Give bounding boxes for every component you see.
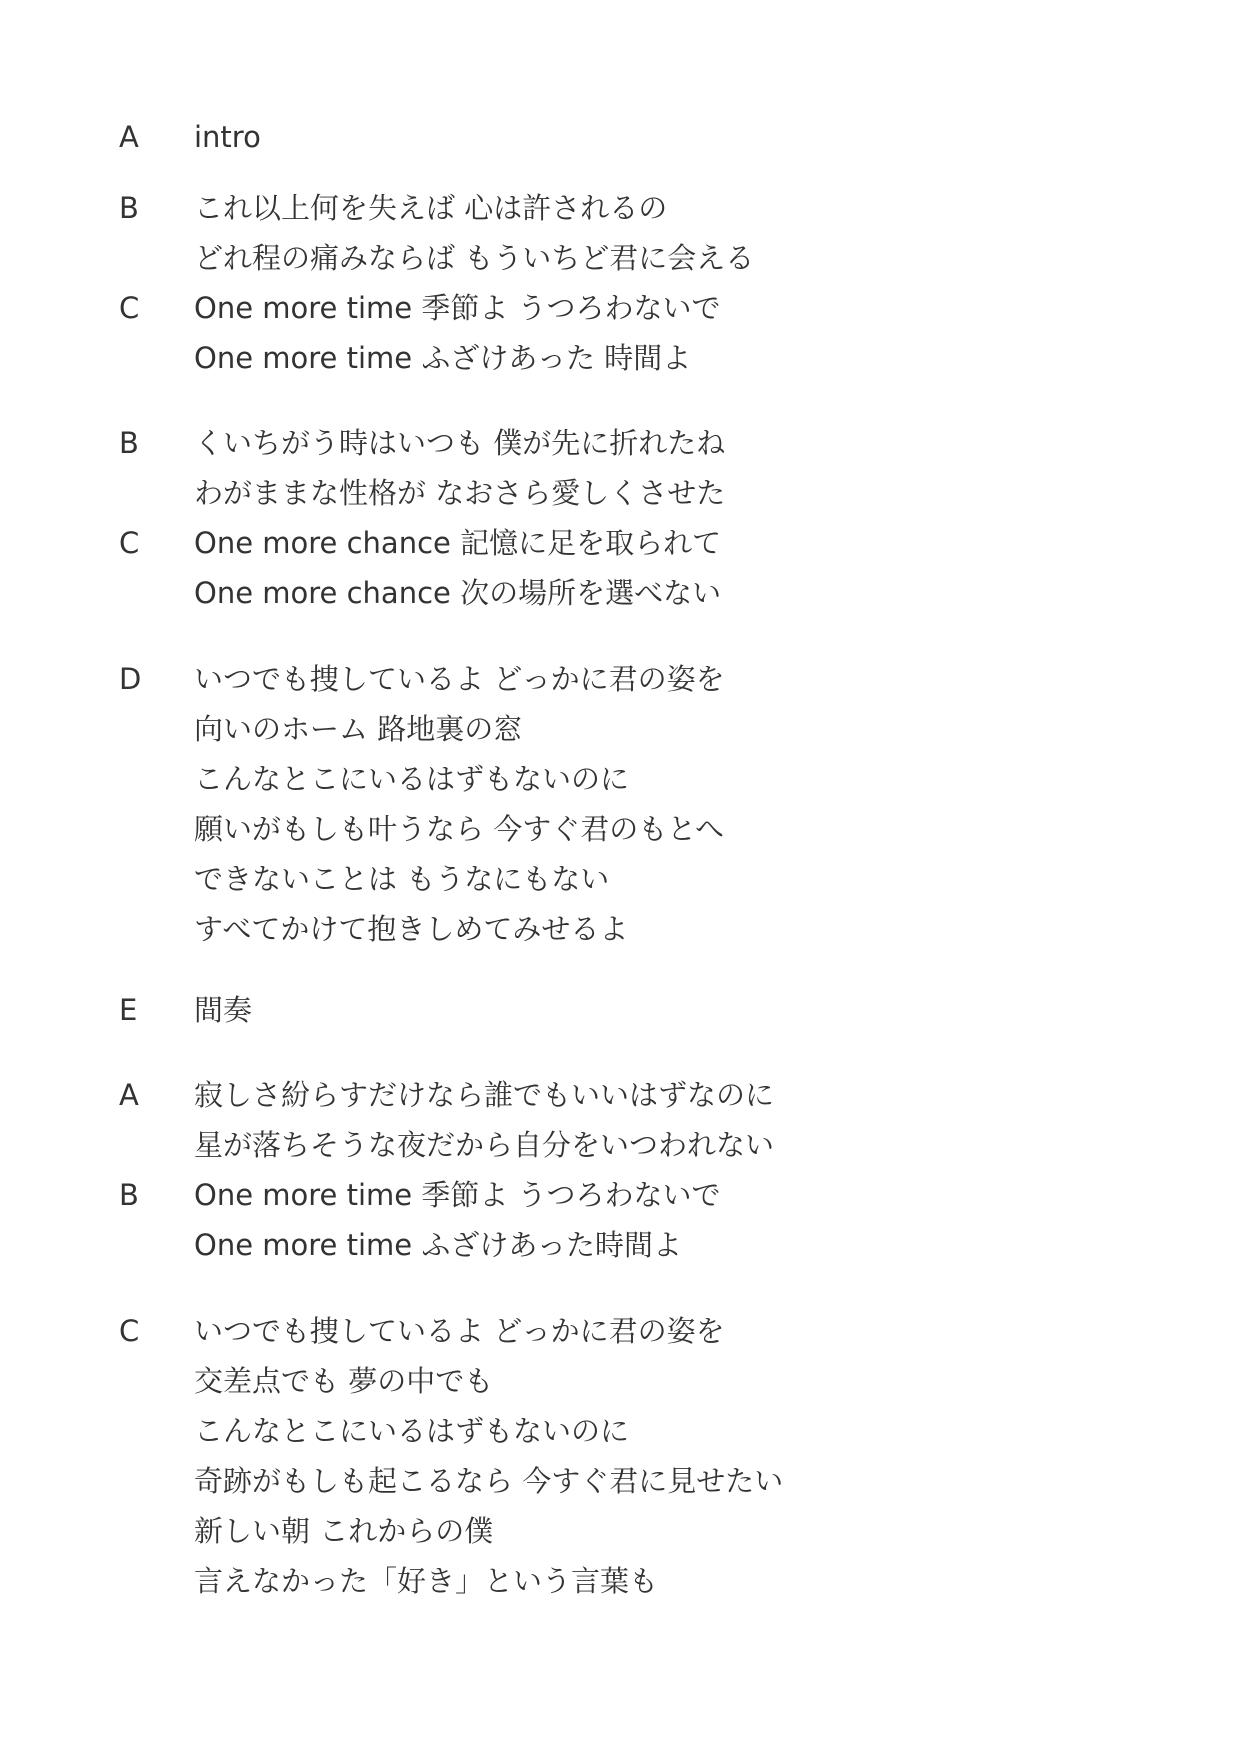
lyric-row	[0, 1406, 1240, 1456]
section-marker: D	[119, 662, 142, 696]
lyric-line: 新しい朝 これからの僕	[194, 1514, 494, 1548]
lyric-line: こんなとこにいるはずもないのに	[194, 762, 630, 796]
lyric-line: できないことは もうなにもない	[194, 862, 610, 896]
lyric-row	[0, 418, 1240, 468]
lyric-line: わがままな性格が なおさら愛しくさせた	[194, 476, 726, 510]
section-chorus-1	[0, 654, 1240, 954]
section-verse-2	[0, 418, 1240, 618]
lyric-line: One more time ふざけあった 時間よ	[194, 341, 692, 375]
lyric-row	[0, 468, 1240, 518]
lyric-line: 奇跡がもしも起こるなら 今すぐ君に見せたい	[194, 1464, 784, 1498]
lyric-line: One more time 季節よ うつろわないで	[194, 1178, 721, 1212]
lyric-line: いつでも捜しているよ どっかに君の姿を	[194, 1314, 725, 1348]
lyric-line: 願いがもしも叶うなら 今すぐ君のもとへ	[194, 812, 725, 846]
lyric-row	[0, 1070, 1240, 1120]
lyric-row	[0, 704, 1240, 754]
lyric-line: 間奏	[194, 993, 253, 1027]
lyric-row	[0, 568, 1240, 618]
lyric-row	[0, 183, 1240, 233]
section-intro	[0, 112, 1240, 162]
lyric-row	[0, 904, 1240, 954]
lyric-line: 交差点でも 夢の中でも	[194, 1364, 494, 1398]
lyric-line: いつでも捜しているよ どっかに君の姿を	[194, 662, 725, 696]
lyric-row	[0, 1506, 1240, 1556]
lyric-line: 向いのホーム 路地裏の窓	[194, 712, 523, 746]
lyric-row	[0, 518, 1240, 568]
lyric-row	[0, 1120, 1240, 1170]
section-verse-1	[0, 183, 1240, 383]
lyric-row	[0, 985, 1240, 1035]
lyric-row	[0, 854, 1240, 904]
section-marker: B	[119, 426, 139, 460]
lyric-line: One more chance 次の場所を選べない	[194, 576, 722, 610]
lyric-line: One more chance 記憶に足を取られて	[194, 526, 722, 560]
lyric-line: intro	[194, 120, 261, 154]
lyric-row	[0, 654, 1240, 704]
section-marker: A	[119, 1078, 139, 1112]
lyric-line: こんなとこにいるはずもないのに	[194, 1414, 630, 1448]
section-marker: E	[119, 993, 138, 1027]
lyric-line: One more time 季節よ うつろわないで	[194, 291, 721, 325]
lyric-row	[0, 112, 1240, 162]
lyric-line: すべてかけて抱きしめてみせるよ	[194, 912, 629, 946]
lyric-row	[0, 1170, 1240, 1220]
lyric-line: 言えなかった「好き」という言葉も	[194, 1564, 659, 1598]
section-interlude	[0, 985, 1240, 1035]
section-marker: C	[119, 1314, 140, 1348]
lyric-row	[0, 1556, 1240, 1606]
lyric-row	[0, 1306, 1240, 1356]
lyric-line: One more time ふざけあった時間よ	[194, 1228, 683, 1262]
lyric-line: 星が落ちそうな夜だから自分をいつわれない	[194, 1128, 775, 1162]
lyric-line: 寂しさ紛らすだけなら誰でもいいはずなのに	[194, 1078, 775, 1112]
section-marker: B	[119, 191, 139, 225]
lyric-row	[0, 333, 1240, 383]
lyric-row	[0, 283, 1240, 333]
lyric-row	[0, 1456, 1240, 1506]
section-marker: C	[119, 526, 140, 560]
lyric-row	[0, 1356, 1240, 1406]
lyric-row	[0, 754, 1240, 804]
lyric-line: くいちがう時はいつも 僕が先に折れたね	[194, 426, 726, 460]
section-chorus-2	[0, 1306, 1240, 1606]
lyric-line: これ以上何を失えば 心は許されるの	[194, 191, 668, 225]
section-marker: A	[119, 120, 139, 154]
section-marker: C	[119, 291, 140, 325]
lyric-row	[0, 804, 1240, 854]
lyric-row	[0, 233, 1240, 283]
lyric-line: どれ程の痛みならば もういちど君に会える	[194, 241, 755, 275]
section-verse-3	[0, 1070, 1240, 1270]
lyric-row	[0, 1220, 1240, 1270]
section-marker: B	[119, 1178, 139, 1212]
